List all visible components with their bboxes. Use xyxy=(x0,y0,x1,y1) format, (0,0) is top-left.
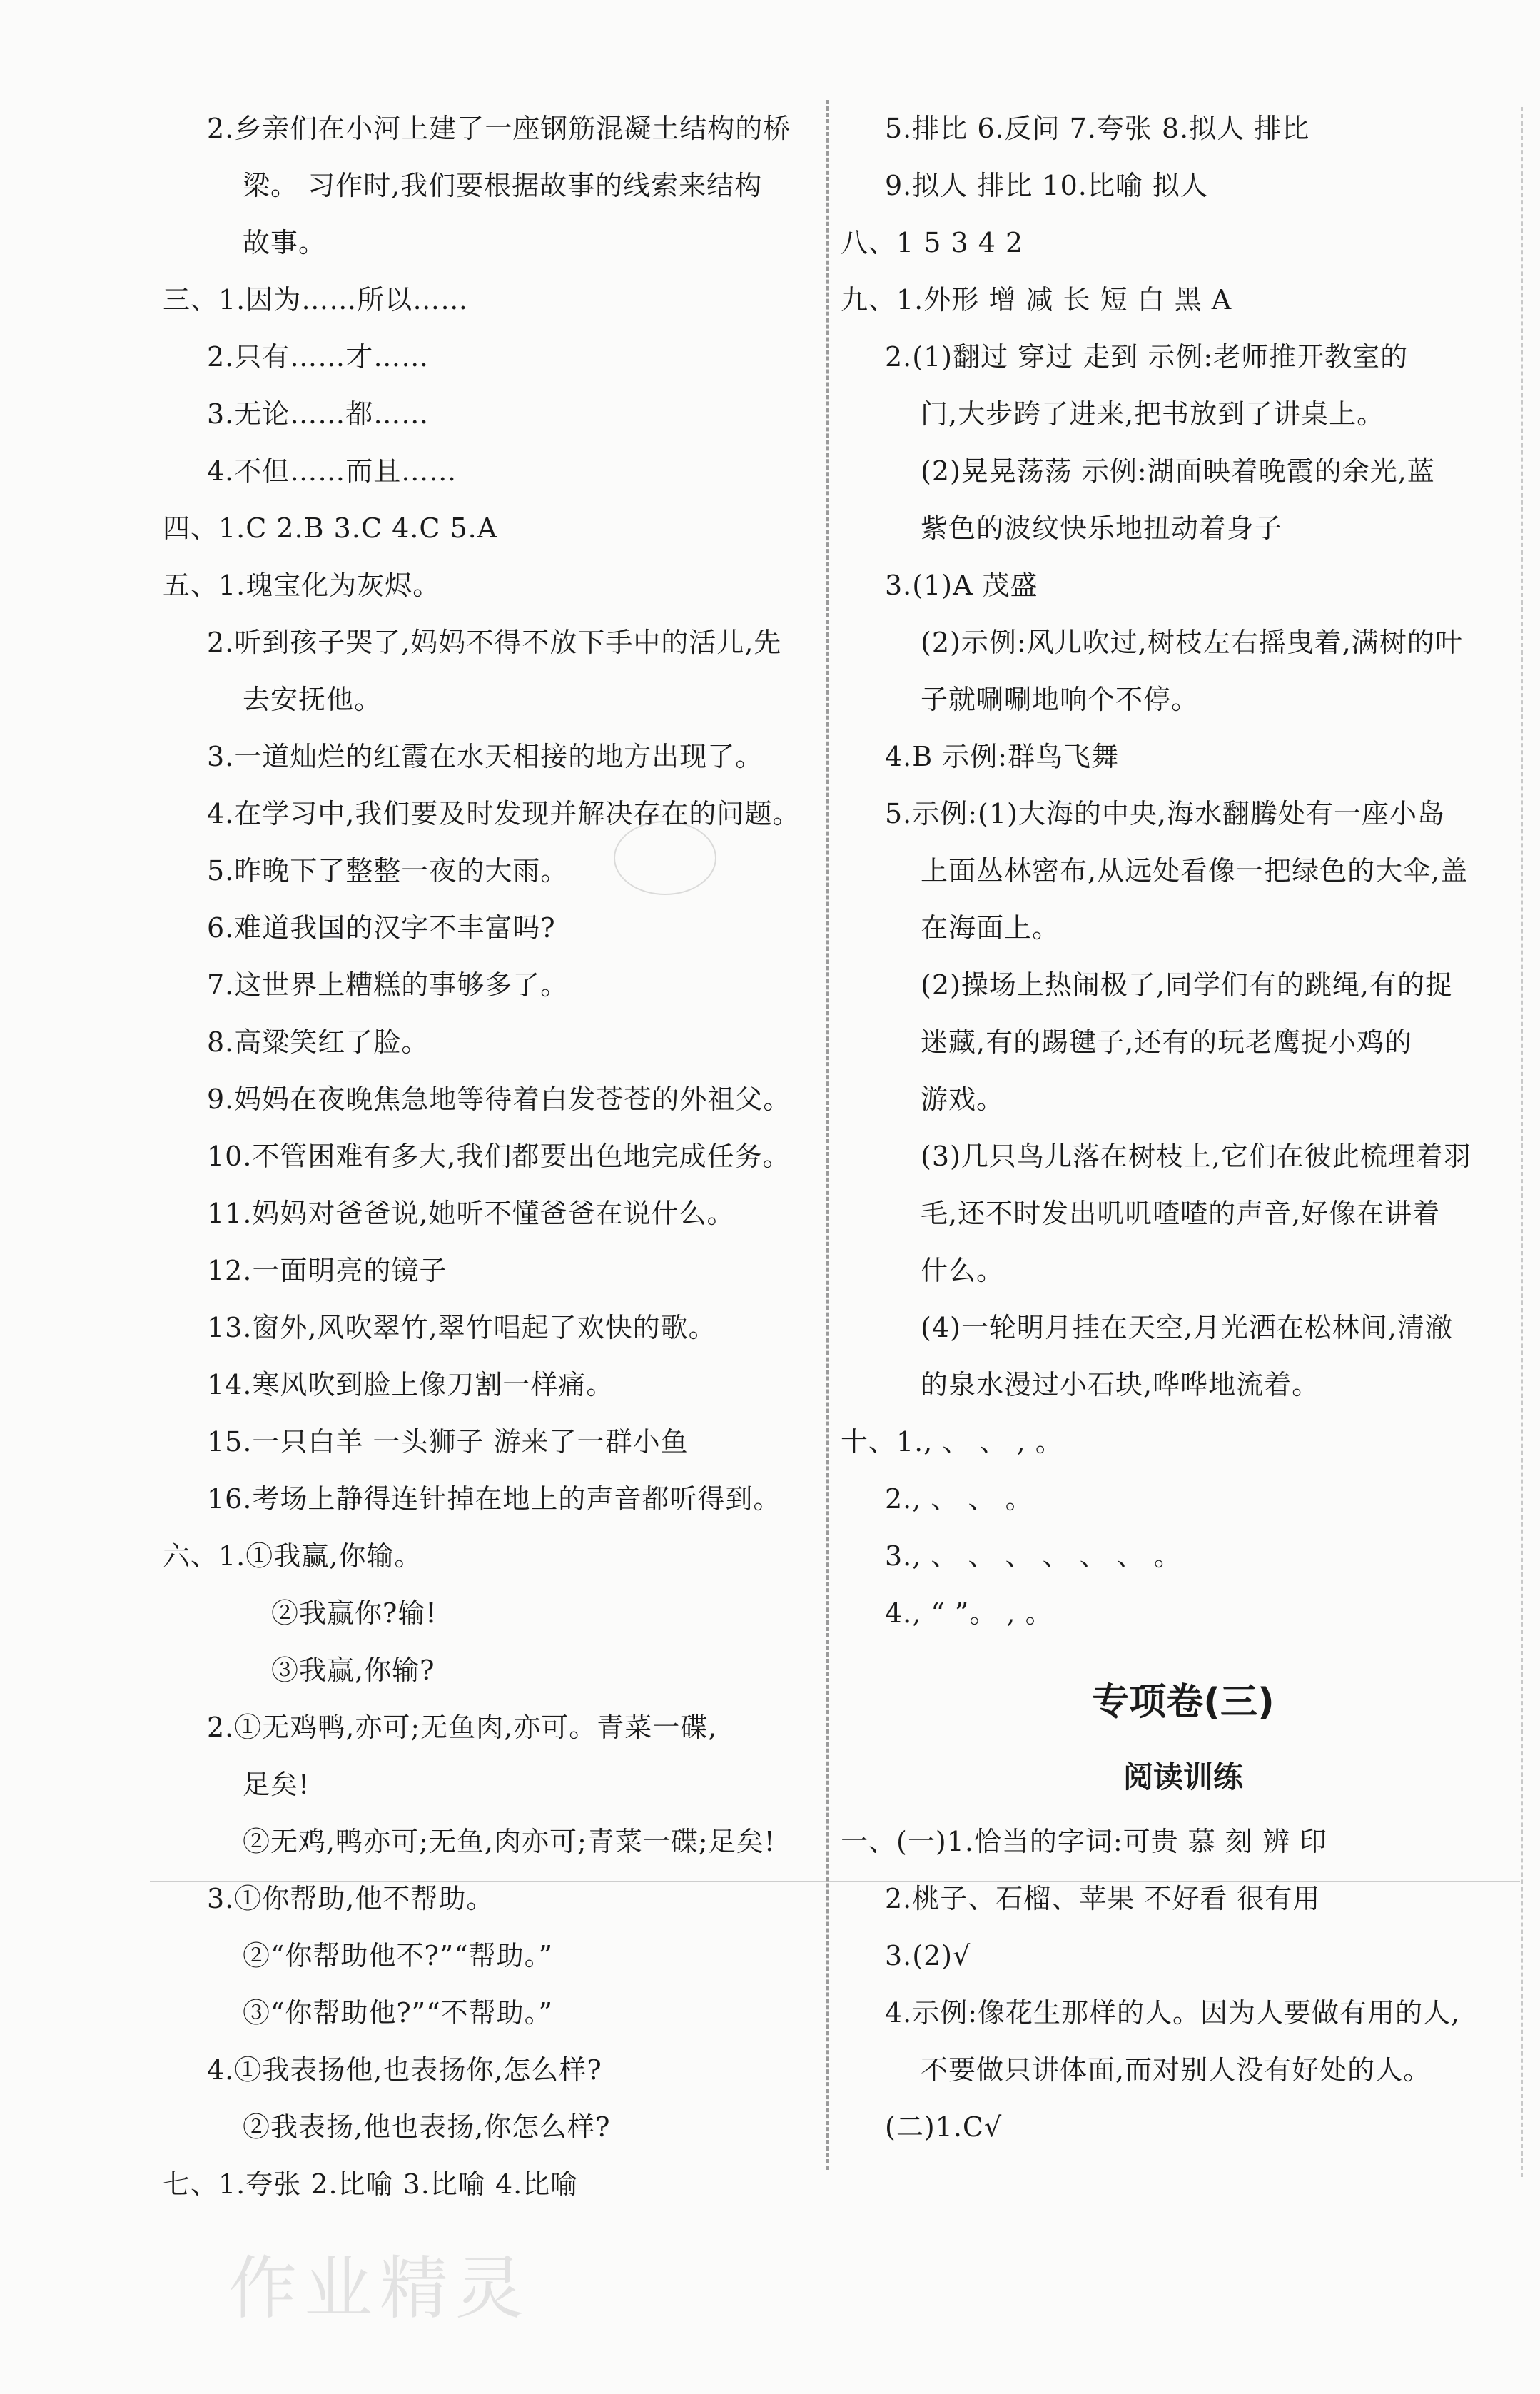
answer-line: 11.妈妈对爸爸说,她听不懂爸爸在说什么。 xyxy=(207,1198,735,1229)
answer-line: 2.桃子、石榴、苹果 不好看 很有用 xyxy=(885,1883,1321,1914)
answer-line: 9.拟人 排比 10.比喻 拟人 xyxy=(885,170,1208,201)
answer-line: 3.一道灿烂的红霞在水天相接的地方出现了。 xyxy=(207,741,764,772)
answer-line: 不要做只讲体面,而对别人没有好处的人。 xyxy=(921,2054,1432,2086)
answer-line: ③“你帮助他?”“不帮助。” xyxy=(243,1997,554,2029)
section-subtitle: 阅读训练 xyxy=(1123,1759,1243,1794)
answer-line: (2)示例:风儿吹过,树枝左右摇曳着,满树的叶 xyxy=(921,627,1463,658)
answer-line: 足矣! xyxy=(243,1769,310,1800)
answer-line: 3.①你帮助,他不帮助。 xyxy=(207,1883,495,1914)
answer-line: 紫色的波纹快乐地扭动着身子 xyxy=(921,512,1283,544)
answer-line: 5.昨晚下了整整一夜的大雨。 xyxy=(207,855,569,887)
answer-line: 故事。 xyxy=(243,227,327,258)
answer-line: ②我赢你?输! xyxy=(271,1597,437,1629)
answer-line: (2)晃晃荡荡 示例:湖面映着晚霞的余光,蓝 xyxy=(921,455,1435,487)
answer-line: 3.无论……都…… xyxy=(207,398,430,430)
answer-line: 八、1 5 3 4 2 xyxy=(841,227,1024,258)
answer-line: 4.在学习中,我们要及时发现并解决存在的问题。 xyxy=(207,798,801,829)
answer-line: 12.一面明亮的镜子 xyxy=(207,1255,447,1286)
answer-line: 5.示例:(1)大海的中央,海水翻腾处有一座小岛 xyxy=(885,798,1445,829)
answer-line: 五、1.瑰宝化为灰烬。 xyxy=(163,570,441,601)
answer-line: 2.(1)翻过 穿过 走到 示例:老师推开教室的 xyxy=(885,341,1409,373)
answer-line: 六、1.①我赢,你输。 xyxy=(163,1540,422,1572)
answer-line: (二)1.C√ xyxy=(885,2111,1003,2143)
right-column xyxy=(841,100,1526,2156)
right-top-answers xyxy=(841,100,1526,1642)
answer-line: 6.难道我国的汉字不丰富吗? xyxy=(207,912,556,944)
answer-line: 梁。 习作时,我们要根据故事的线索来结构 xyxy=(243,170,763,201)
answer-line: 13.窗外,风吹翠竹,翠竹唱起了欢快的歌。 xyxy=(207,1312,716,1343)
answer-line: 9.妈妈在夜晚焦急地等待着白发苍苍的外祖父。 xyxy=(207,1084,791,1115)
answer-line: 门,大步跨了进来,把书放到了讲桌上。 xyxy=(921,398,1385,430)
answer-line: 8.高粱笑红了脸。 xyxy=(207,1026,430,1058)
watermark-logo: 作业精灵 xyxy=(228,2248,531,2328)
answer-line: 4.①我表扬他,也表扬你,怎么样? xyxy=(207,2054,602,2086)
answer-line: 10.不管困难有多大,我们都要出色地完成任务。 xyxy=(207,1141,791,1172)
answer-line: 什么。 xyxy=(921,1255,1005,1286)
answer-line: 去安抚他。 xyxy=(243,684,383,715)
answer-line: 7.这世界上糟糕的事够多了。 xyxy=(207,969,569,1001)
answer-line: 九、1.外形 增 减 长 短 白 黑 A xyxy=(841,284,1232,315)
answer-line: 上面丛林密布,从远处看像一把绿色的大伞,盖 xyxy=(921,855,1469,887)
column-divider xyxy=(826,100,829,2170)
answer-line: 在海面上。 xyxy=(921,912,1060,944)
left-column xyxy=(163,100,805,2213)
answer-line: 的泉水漫过小石块,哗哗地流着。 xyxy=(921,1369,1320,1400)
answer-line: 3.(2)√ xyxy=(885,1940,971,1971)
answer-line: 5.排比 6.反问 7.夸张 8.拟人 排比 xyxy=(885,113,1310,144)
stamp-mark xyxy=(614,821,716,895)
answer-line: (2)操场上热闹极了,同学们有的跳绳,有的捉 xyxy=(921,969,1453,1001)
answer-line: 七、1.夸张 2.比喻 3.比喻 4.比喻 xyxy=(163,2168,579,2200)
answer-line: 游戏。 xyxy=(921,1084,1005,1115)
answer-line: 毛,还不时发出叽叽喳喳的声音,好像在讲着 xyxy=(921,1198,1441,1229)
answer-line: 2.只有……才…… xyxy=(207,341,430,373)
section-title: 专项卷(三) xyxy=(1092,1681,1275,1724)
answer-line: 14.寒风吹到脸上像刀割一样痛。 xyxy=(207,1369,614,1400)
answer-line: 子就唰唰地响个不停。 xyxy=(921,684,1200,715)
answer-line: 3., 、 、 、 、 、 、 。 xyxy=(885,1540,1182,1572)
right-bottom-answers xyxy=(841,1813,1526,2156)
answer-line: 2., 、 、 。 xyxy=(885,1483,1033,1515)
answer-line: (4)一轮明月挂在天空,月光洒在松林间,清澈 xyxy=(921,1312,1453,1343)
answer-line: 4.不但……而且…… xyxy=(207,455,457,487)
answer-line: 三、1.因为……所以…… xyxy=(163,284,469,315)
answer-line: 4.B 示例:群鸟飞舞 xyxy=(885,741,1120,772)
answer-line: ③我赢,你输? xyxy=(271,1655,435,1686)
answer-line: 4.示例:像花生那样的人。因为人要做有用的人, xyxy=(885,1997,1461,2029)
answer-line: ②无鸡,鸭亦可;无鱼,肉亦可;青菜一碟;足矣! xyxy=(243,1826,776,1857)
answer-line: 16.考场上静得连针掉在地上的声音都听得到。 xyxy=(207,1483,781,1515)
answer-line: 2.①无鸡鸭,亦可;无鱼肉,亦可。青菜一碟, xyxy=(207,1712,718,1743)
answer-line: 迷藏,有的踢毽子,还有的玩老鹰捉小鸡的 xyxy=(921,1026,1413,1058)
answer-line: 四、1.C 2.B 3.C 4.C 5.A xyxy=(163,512,498,544)
answer-line: 2.乡亲们在小河上建了一座钢筋混凝土结构的桥 xyxy=(207,113,791,144)
answer-line: ②我表扬,他也表扬,你怎么样? xyxy=(243,2111,611,2143)
answer-line: 十、1., 、 、 , 。 xyxy=(841,1426,1063,1458)
answer-line: 4., “ ”。 , 。 xyxy=(885,1597,1053,1629)
answer-line: 2.听到孩子哭了,妈妈不得不放下手中的活儿,先 xyxy=(207,627,782,658)
answer-line: 15.一只白羊 一头狮子 游来了一群小鱼 xyxy=(207,1426,689,1458)
answer-line: 3.(1)A 茂盛 xyxy=(885,570,1038,601)
answer-line: (3)几只鸟儿落在树枝上,它们在彼此梳理着羽 xyxy=(921,1141,1471,1172)
answer-line: 一、(一)1.恰当的字词:可贵 慕 刻 辨 印 xyxy=(841,1826,1328,1857)
answer-line: ②“你帮助他不?”“帮助。” xyxy=(243,1940,554,1971)
